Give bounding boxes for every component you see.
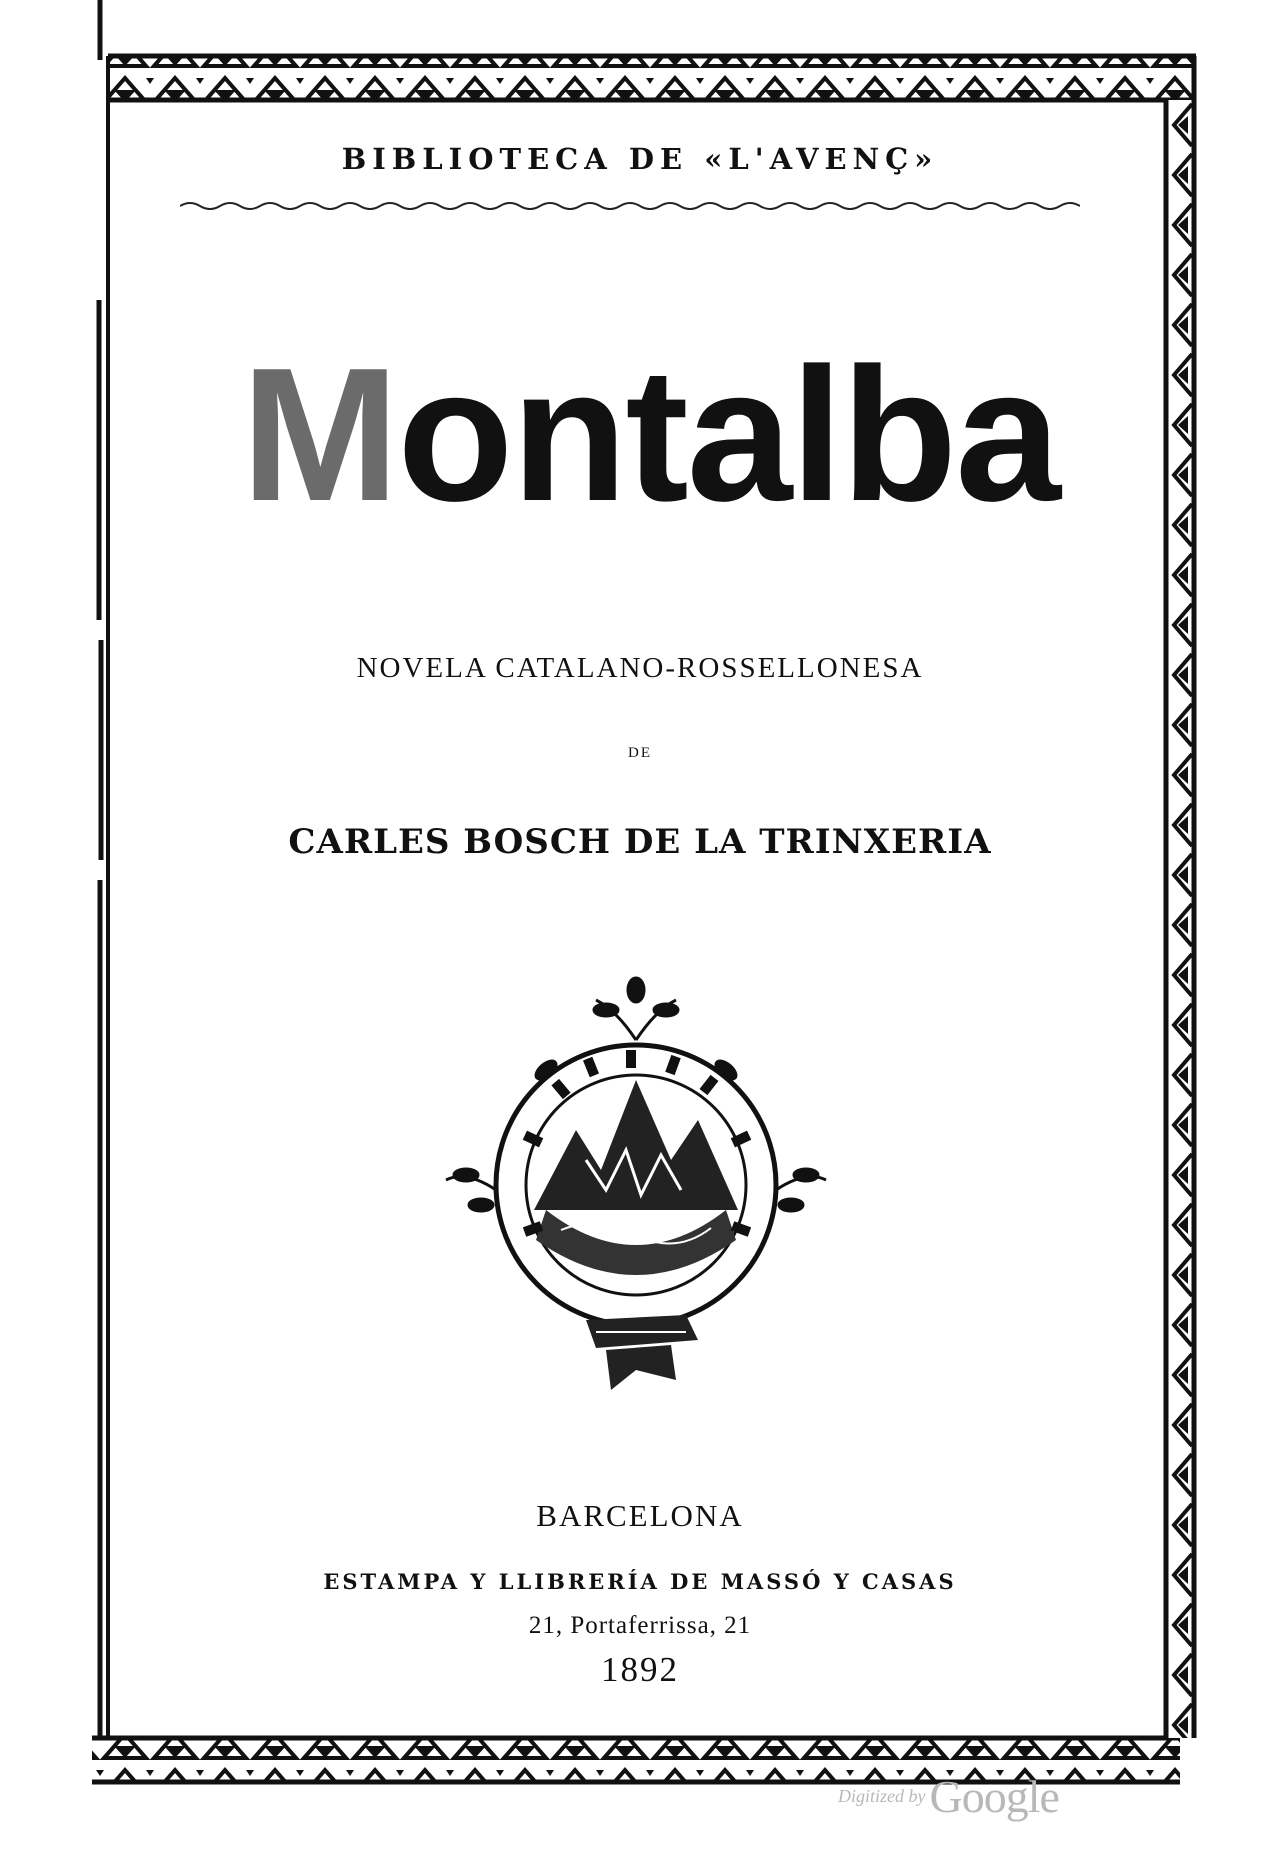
wavy-divider	[180, 196, 1080, 216]
imprint-publisher: ESTAMPA Y LLIBRERÍA DE MASSÓ Y CASAS	[323, 1569, 957, 1594]
google-watermark	[838, 1770, 1059, 1823]
series-title: BIBLIOTECA DE «L'AVENÇ»	[341, 142, 939, 176]
title-rest: ontalba	[397, 329, 1059, 541]
imprint-year: 1892	[601, 1650, 679, 1689]
watermark-prefix: Digitized by	[838, 1786, 926, 1806]
title-initial: M	[241, 329, 398, 541]
subtitle: NOVELA CATALANO-ROSSELLONESA	[356, 652, 924, 684]
book-title	[10, 329, 1280, 541]
imprint-city: BARCELONA	[536, 1498, 744, 1533]
imprint-address: 21, Portaferrissa, 21	[528, 1612, 752, 1639]
author-name: CARLES BOSCH DE LA TRINXERIA	[288, 822, 992, 862]
watermark-brand: Google	[929, 1771, 1059, 1822]
publisher-emblem-icon	[436, 960, 836, 1420]
preposition: DE	[628, 745, 652, 761]
